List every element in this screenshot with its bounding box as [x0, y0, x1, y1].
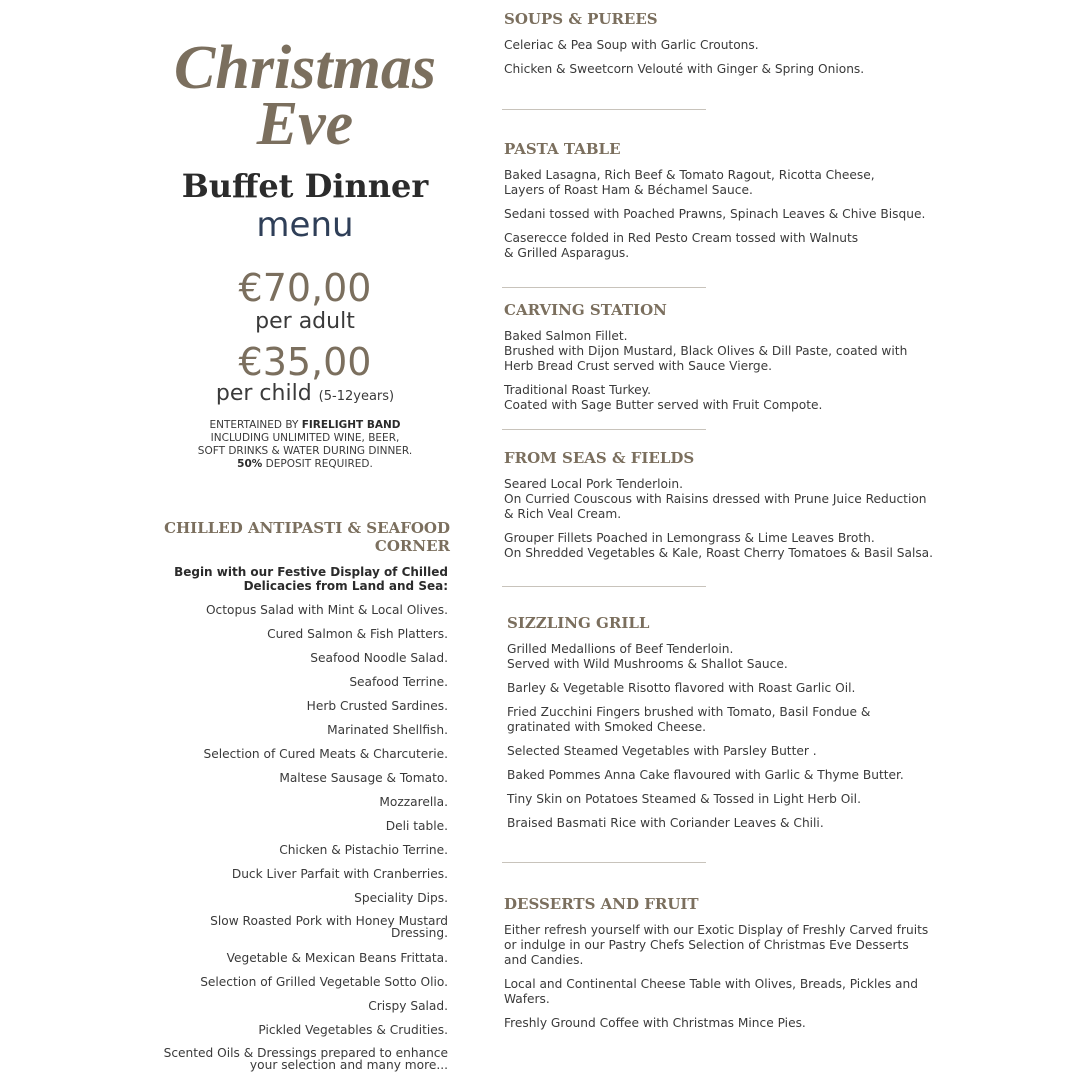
section-title: SIZZLING GRILL [507, 614, 650, 632]
entertainment-line3: SOFT DRINKS & WATER DURING DINNER. [197, 445, 413, 457]
menu-item: Caserecce folded in Red Pesto Cream tossed with Walnuts & Grilled Asparagus. [504, 231, 859, 260]
adult-price: €70,00 [238, 266, 372, 310]
child-label-line [160, 381, 450, 410]
menu-item: Fried Zucchini Fingers brushed with Tomato, Basil Fondue & gratinated with Smoked Cheese. [507, 705, 871, 734]
list-item: Selection of Cured Meats & Charcuterie. [203, 747, 448, 761]
divider [502, 109, 706, 110]
menu-word: menu [256, 205, 354, 245]
list-item: Crispy Salad. [368, 999, 448, 1013]
deposit-text: DEPOSIT REQUIRED. [262, 458, 373, 470]
subtitle: Buffet Dinner [181, 167, 429, 205]
menu-item: Baked Pommes Anna Cake flavoured with Garlic & Thyme Butter. [507, 768, 904, 782]
adult-label: per adult [255, 309, 355, 334]
entertainment-prefix: ENTERTAINED BY [209, 419, 302, 431]
section-title: DESSERTS AND FRUIT [504, 895, 699, 913]
menu-item: Seared Local Pork Tenderloin. On Curried Couscous with Raisins dressed with Prune Juice Reduction & Rich Veal Cream. [504, 477, 927, 521]
child-label: per child [215, 381, 312, 406]
section-desserts [504, 895, 934, 1040]
menu-item: Sedani tossed with Poached Prawns, Spinach Leaves & Chive Bisque. [504, 207, 926, 221]
section-title: FROM SEAS & FIELDS [504, 449, 695, 467]
deposit-pct: 50% [237, 458, 263, 470]
band-name: FIRELIGHT BAND [301, 419, 401, 431]
list-item: Slow Roasted Pork with Honey Mustard Dressing. [210, 914, 448, 940]
child-price: €35,00 [238, 340, 372, 384]
list-item: Mozzarella. [379, 795, 448, 809]
list-item: Pickled Vegetables & Crudities. [258, 1023, 448, 1037]
menu-item: Tiny Skin on Potatoes Steamed & Tossed in Light Herb Oil. [507, 792, 861, 806]
menu-item: Grilled Medallions of Beef Tenderloin. Served with Wild Mushrooms & Shallot Sauce. [507, 642, 788, 671]
cold-section-title: CHILLED ANTIPASTI & SEAFOOD CORNER [164, 519, 450, 555]
section-title: CARVING STATION [504, 301, 667, 319]
section-seas-fields [504, 449, 934, 570]
divider [502, 429, 706, 430]
list-item: Vegetable & Mexican Beans Frittata. [226, 951, 448, 965]
section-pasta [504, 140, 934, 270]
menu-item: Braised Basmati Rice with Coriander Leaves & Chili. [507, 816, 824, 830]
list-item: Seafood Noodle Salad. [310, 651, 448, 665]
event-title-line2: Eve [256, 90, 354, 158]
event-title [160, 34, 450, 158]
menu-item: Chicken & Sweetcorn Velouté with Ginger & Spring Onions. [504, 62, 865, 76]
section-grill [507, 614, 937, 840]
menu-item: Freshly Ground Coffee with Christmas Mince Pies. [504, 1016, 806, 1030]
cold-section-intro: Begin with our Festive Display of Chilled Delicacies from Land and Sea: [174, 565, 448, 593]
menu-item: Selected Steamed Vegetables with Parsley Butter . [507, 744, 817, 758]
list-item: Speciality Dips. [354, 891, 448, 905]
section-title: PASTA TABLE [504, 140, 621, 158]
list-item: Cured Salmon & Fish Platters. [267, 627, 448, 641]
divider [502, 862, 706, 863]
list-item: Duck Liver Parfait with Cranberries. [231, 867, 448, 881]
menu-item: Either refresh yourself with our Exotic Display of Freshly Carved fruits or indulge in our Pastry Chefs Selection of Christmas Eve Desserts and Candies. [504, 923, 929, 967]
menu-item: Grouper Fillets Poached in Lemongrass & Lime Leaves Broth. On Shredded Vegetables & Kale, Roast Cherry Tomatoes & Basil Salsa. [504, 531, 934, 560]
divider [502, 287, 706, 288]
cold-items-list [160, 602, 448, 1070]
list-item: Selection of Grilled Vegetable Sotto Olio. [200, 975, 448, 989]
entertainment-note [160, 419, 450, 471]
menu-item: Barley & Vegetable Risotto flavored with Roast Garlic Oil. [507, 681, 856, 695]
list-item: Maltese Sausage & Tomato. [279, 771, 448, 785]
list-item: Chicken & Pistachio Terrine. [279, 843, 448, 857]
child-age: (5-12years) [318, 389, 395, 404]
section-title: SOUPS & PUREES [504, 10, 658, 28]
list-item: Scented Oils & Dressings prepared to enhance your selection and many more... [163, 1046, 448, 1072]
divider [502, 586, 706, 587]
list-item: Marinated Shellfish. [327, 723, 448, 737]
menu-item: Local and Continental Cheese Table with Olives, Breads, Pickles and Wafers. [504, 977, 918, 1006]
section-carving [504, 301, 934, 422]
list-item: Herb Crusted Sardines. [306, 699, 448, 713]
list-item: Octopus Salad with Mint & Local Olives. [205, 603, 448, 617]
entertainment-line2: INCLUDING UNLIMITED WINE, BEER, [210, 432, 400, 444]
section-soups [504, 10, 934, 86]
event-title-line1: Christmas [174, 34, 436, 102]
menu-item: Baked Salmon Fillet. Brushed with Dijon Mustard, Black Olives & Dill Paste, coated with Herb Bread Crust served with Sauce Vierge. [504, 329, 908, 373]
menu-item: Celeriac & Pea Soup with Garlic Croutons. [504, 38, 759, 52]
menu-item: Baked Lasagna, Rich Beef & Tomato Ragout, Ricotta Cheese, Layers of Roast Ham & Béchamel Sauce. [504, 168, 875, 197]
list-item: Deli table. [385, 819, 448, 833]
menu-item: Traditional Roast Turkey. Coated with Sage Butter served with Fruit Compote. [504, 383, 823, 412]
list-item: Seafood Terrine. [349, 675, 448, 689]
